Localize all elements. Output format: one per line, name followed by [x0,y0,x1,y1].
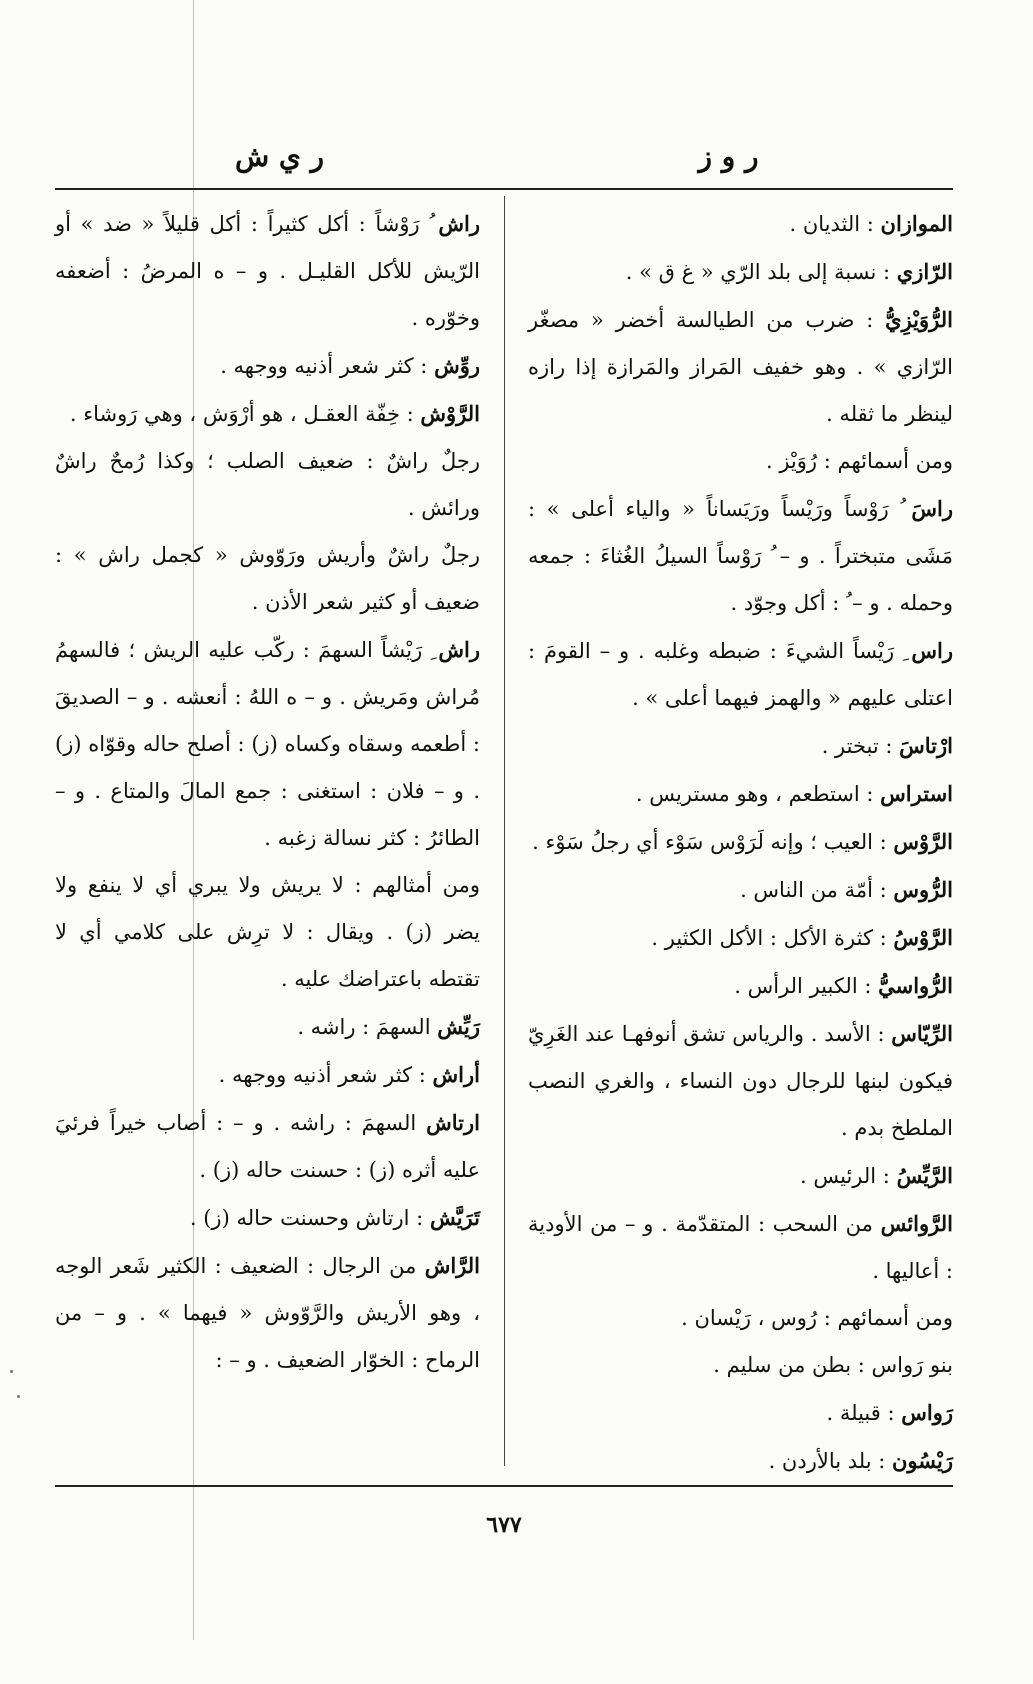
dictionary-entry [55,862,480,1003]
dictionary-entry [528,866,953,914]
entry-definition: ُ رَوْساً ورَيْساً ورَيَساناً « والياء أعلى » : مَشَى متبختراً . و – ُ رَوْساً السيلُ الغُثاءَ : جمعه وحمله . و – ُ : أكل وجوّد . [528,497,953,615]
dictionary-entry [55,1099,480,1194]
entry-headword: أراش [432,1062,480,1087]
scan-speck [17,1395,20,1398]
dictionary-entry [55,342,480,390]
entry-headword: الرُّوس [893,877,953,902]
left-column [55,200,480,1384]
entry-headword: الرُّواسيُّ [878,973,953,998]
entry-headword: استراس [880,781,953,806]
entry-headword: الرَّوْش [420,401,480,426]
entry-headword: الرَّوْس [893,829,953,854]
entry-headword: رَواس [901,1400,953,1425]
dictionary-entry [528,200,953,248]
entry-headword: راش [438,211,480,236]
entry-definition: : خِفّة العقـل ، هو أرْوَش ، وهي رَوشاء . [69,402,414,426]
entry-headword: رَيِّش [437,1014,480,1039]
entry-definition: : ارتاش وحسنت حاله (ز) . [189,1206,424,1230]
dictionary-entry [528,770,953,818]
entry-headword: الرَّيِّسُ [896,1163,953,1188]
entry-headword: الرَّاش [424,1253,480,1278]
dictionary-entry [528,1437,953,1485]
header-rule [55,188,953,190]
column-divider [504,196,505,1466]
entry-headword: رَيْسُون [892,1448,953,1473]
entry-definition: : العيب ؛ وإنه لَرَوْس سَوْء أي رجلُ سَوْء . [532,830,887,854]
header-left-letters: ر ي ش [234,140,325,173]
page-number: ٦٧٧ [486,1512,522,1538]
dictionary-entry [55,1242,480,1384]
entry-definition: : استطعم ، وهو مستريس . [635,782,874,806]
dictionary-entry [528,438,953,485]
dictionary-entry [528,962,953,1010]
footer-rule [55,1485,953,1487]
entry-definition: : كثر شعر أذنيه ووجهه . [218,1063,426,1087]
entry-definition: : الكبير الرأس . [734,974,872,998]
dictionary-entry [528,914,953,962]
entry-definition: : الثديان . [789,212,874,236]
header-right-letters: ر و ز [698,140,759,173]
dictionary-entry [528,818,953,866]
entry-definition: السهمَ : راشه . و – : أصاب خيراً فرئيَ عليه أثره (ز) : حسنت حاله (ز) . [55,1111,480,1182]
entry-headword: ارتاش [426,1110,480,1135]
entry-headword: راش [438,637,480,662]
dictionary-entry [55,1003,480,1051]
entry-headword: الرّازي [896,259,953,284]
entry-headword: ارْتاسَ [899,733,953,758]
dictionary-entry [528,248,953,296]
entry-definition: : الأسد . والرياس تشق أنوفهـا عند الغَرِيّ فيكون لبنها للرجال دون النساء ، والغري النصب الملطخ بدم . [528,1022,953,1140]
entry-definition: ُ رَوْشاً : أكل كثيراً : أكل قليلاً « ضد » أو الرّيش للأكل القليـل . و – ه المرضُ : أضعفه وخوّره . [55,212,480,330]
right-column [528,200,953,1485]
entry-definition: ومن أمثالهم : لا يريش ولا يبري أي لا ينفع ولا يضر (ز) . ويقال : لا ترِش على كلامي أي لا تقتطه باعتراضك عليه . [55,873,480,991]
dictionary-entry [528,1200,953,1295]
entry-definition: ومن أسمائهم : رُوس ، رَيْسان . [681,1306,953,1330]
entry-definition: : قبيلة . [826,1401,895,1425]
dictionary-entry [55,200,480,342]
entry-headword: الرَّوائس [880,1211,953,1236]
dictionary-entry [528,485,953,627]
dictionary-page [55,140,954,1538]
entry-definition: ومن أسمائهم : رُوَيْز . [765,449,953,473]
entry-definition: من السحب : المتقدّمة . و – من الأودية : أعاليها . [528,1212,953,1283]
entry-definition: رجلٌ راشٌ : ضعيف الصلب ؛ وكذا رُمحٌ راشٌ ورائش . [55,449,480,520]
entry-definition: : الرئيس . [799,1164,890,1188]
entry-headword: تَرَيَّش [429,1205,480,1230]
scan-speck [10,1370,13,1373]
entry-definition: : نسبة إلى بلد الرّي « غ ق » . [625,260,891,284]
entry-definition: رجلٌ راشٌ وأريش ورَوّوش « كجمل راش » : ضعيف أو كثير شعر الأذن . [55,543,480,614]
dictionary-entry [528,1389,953,1437]
entry-headword: الرُّوَيْزِيُّ [885,307,953,332]
dictionary-entry [528,1010,953,1152]
entry-definition: : ضرب من الطيالسة أخضر « مصغّر الرّازي » . وهو خفيف المَراز والمَرازة إذا رازه لينظر ما ثقله . [528,308,953,426]
entry-headword: الموازان [880,211,953,236]
entry-definition: : أمّة من الناس . [740,878,887,902]
entry-definition: ِ رَيْشاً السهمَ : ركّب عليه الريش ؛ فالسهمُ مُراش ومَريش . و – ه اللهُ : أنعشه . و – الصديقَ : أطعمه وسقاه وكساه (ز) : أصلح حاله وقوّاه (ز) . و – فلان : استغنى : جمع المالَ والمتاع . و – الطائرُ : كثر نسالة زغبه . [55,638,480,850]
entry-headword: الرِّيّاس [891,1021,953,1046]
dictionary-entry [55,1194,480,1242]
dictionary-entry [55,532,480,626]
dictionary-entry [55,390,480,438]
entry-definition: : بلد بالأردن . [768,1449,886,1473]
dictionary-entry [528,722,953,770]
entry-definition: : كثر شعر أذنيه ووجهه . [220,354,428,378]
entry-definition: : تبختر . [821,734,893,758]
entry-headword: الرَّوْسُ [893,925,953,950]
dictionary-entry [528,1342,953,1389]
entry-definition: : كثرة الأكل : الأكل الكثير . [651,926,887,950]
running-header [55,140,953,176]
entry-definition: بنو رَواس : بطن من سليم . [713,1353,953,1377]
entry-headword: راس [911,638,954,663]
entry-headword: راسَ [911,496,953,521]
dictionary-entry [528,627,953,722]
dictionary-entry [55,1051,480,1099]
entry-headword: روِّش [434,353,480,378]
dictionary-entry [55,438,480,532]
dictionary-entry [528,1295,953,1342]
dictionary-entry [55,626,480,862]
dictionary-entry [528,296,953,438]
dictionary-entry [528,1152,953,1200]
entry-definition: ِ رَيْساً الشيءَ : ضبطه وغلبه . و – القومَ : اعتلى عليهم « والهمز فيهما أعلى » . [528,639,953,710]
entry-definition: السهمَ : راشه . [297,1015,431,1039]
entry-definition: من الرجال : الضعيف : الكثير شَعر الوجه ، وهو الأريش والرَّوّوش « فيهما » . و – من الرماح : الخوّار الضعيف . و – : [55,1254,480,1372]
